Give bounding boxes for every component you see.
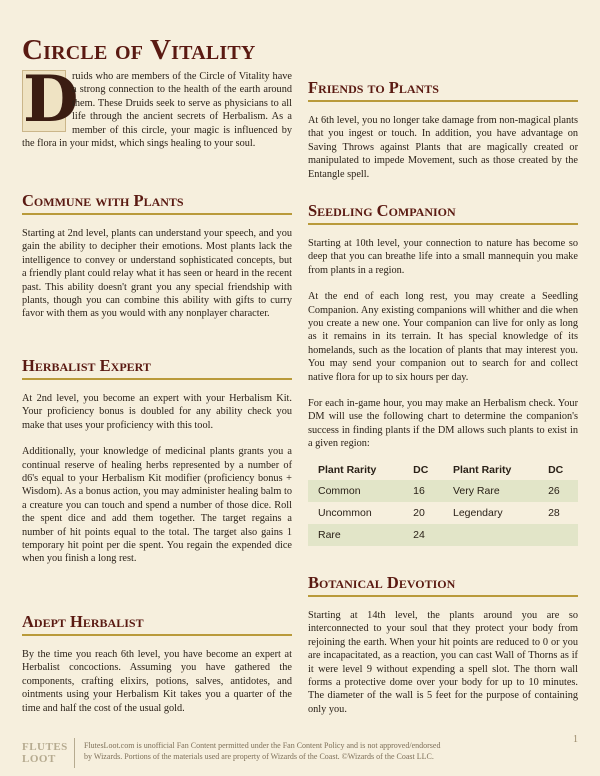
table-cell: 28 [548,506,560,519]
heading-rule [308,223,578,225]
paragraph: Additionally, your knowledge of medicinal plants grants you a continual reserve of healing herbs represented by a number of d6's equal to your Herbalism Kit modifier (proficiency bonus + Wisdom). As a bonus action, you may administer healing balm to a creature you can touch and spend a number of those dice. Roll the spent dice and add them together. The target regains a number of hit points equal to the total. The target also gains 1 temporary hit point per die spent. You regain the expended dice when you finish a long rest. [22,446,292,565]
section-heading: Commune with Plants [22,191,184,210]
table-cell [538,524,578,546]
drop-cap: D [23,62,79,137]
page-number: 1 [573,734,578,745]
section-heading: Seedling Companion [308,201,456,220]
table-cell: 16 [403,480,443,502]
table-header: Plant Rarity [318,463,377,476]
intro-text: ruids who are members of the Circle of Vitality have a strong connection to the health of the earth around them. These Druids seek to serve as physicians to all life through the ancient secrets of Herbalism. As a member of this circle, your magic is influenced by the flora in your midst, which sings healing to your soul. [22,71,292,150]
heading-rule [308,100,578,102]
table-cell: Legendary [452,506,503,519]
section-heading: Friends to Plants [308,78,439,97]
legal-notice [84,741,524,762]
section-friends-to-plants [308,78,578,181]
heading-rule [22,213,292,215]
section-heading: Herbalist Expert [22,356,151,375]
page-title: Circle of Vitality [22,34,256,66]
paragraph: By the time you reach 6th level, you have become an expert at Herbalist concoctions. Assuming you have gathered the components, crafting elixirs, potions, salves, antidotes, and ointments using your Herbalism Kit takes you a quarter of the time and half the cost of the usual gold. [22,649,292,714]
table-cell [443,524,538,546]
table-cell: Common [308,480,403,502]
paragraph: Starting at 10th level, your connection to nature has become so deep that you can breathe life into a small mannequin you make from plants in a region. [308,238,578,276]
section-seedling-companion [308,201,578,546]
paragraph: Starting at 2nd level, plants can understand your speech, and you gain the ability to decipher their emotions. Most plants lack the intelligence to convey or understand sophisticated concepts, but a friendly plant could relay what it has seen or heard in the recent past. This ability doesn't grant you any special friendship with plants, though you can combine this ability with gifts to curry favor with them as you would with any nonplayer character. [22,228,292,320]
table-header: DC [413,463,429,476]
logo-text-bottom: LOOT [22,753,56,765]
section-botanical-devotion [308,573,578,716]
heading-rule [22,378,292,380]
table-row [308,524,578,546]
table-header: DC [548,463,564,476]
footer [22,734,578,770]
heading-rule [22,634,292,636]
footer-divider [74,738,75,768]
paragraph: At 6th level, you no longer take damage from non-magical plants that you ingest or touch. In addition, you have advantage on Saving Throws against Plants that are magically created or manipulated to impede Movement, such as those created by the Entangle spell. [308,115,578,180]
section-commune [22,191,292,321]
table-cell: 26 [538,480,578,502]
table-row [308,480,578,502]
plant-rarity-table [308,460,578,546]
paragraph: Starting at 14th level, the plants around you are so interconnected to your soul that they protect your body from rejoining the earth. When your hit points are reduced to 0 or you are incapacitated, as a reaction, you can cast Wall of Thorns as if it were level 9 without expending a spell slot. The thorn wall forms a protective dome over your body for up to 10 minutes. The diameter of the wall is 5 feet for the purpose of containing only you. [308,610,578,715]
logo-text-top: FLUTES [22,741,68,753]
paragraph: For each in-game hour, you may make an Herbalism check. Your DM will use the following chart to determine the companion's success in finding plants if the DM allows such plants to exist in a given region: [308,398,578,450]
section-heading: Botanical Devotion [308,573,456,592]
table-header-row [308,460,578,480]
section-adept-herbalist [22,612,292,715]
table-cell: 20 [413,506,425,519]
table-header: Plant Rarity [452,463,512,476]
table-cell: 24 [403,524,443,546]
table-row [308,502,578,524]
section-herbalist-expert [22,356,292,566]
heading-rule [308,595,578,597]
table-cell: Very Rare [443,480,538,502]
legal-line: FlutesLoot.com is unofficial Fan Content permitted under the Fan Content Policy and is not approved/endorsed [84,741,441,750]
paragraph: At 2nd level, you become an expert with your Herbalism Kit. Your proficiency bonus is doubled for any ability check you make that uses your proficiency with this tool. [22,393,292,431]
legal-line: by Wizards. Portions of the materials used are property of Wizards of the Coast. ©Wizards of the Coast LLC. [84,751,434,761]
table-cell: Rare [308,524,403,546]
section-heading: Adept Herbalist [22,612,144,631]
intro-section [22,62,292,150]
paragraph: At the end of each long rest, you may create a Seedling Companion. Any existing companions will whither and die when you create a new one. Your companion can live for only as long as it remains in its terrain. It has special knowledge of its homelands, such as the location of plants that may interest you. You may send your companion out to search for and collect native flora for up to six hours per day. [308,291,578,383]
flutes-loot-logo [22,741,66,765]
table-cell: Uncommon [318,506,372,519]
